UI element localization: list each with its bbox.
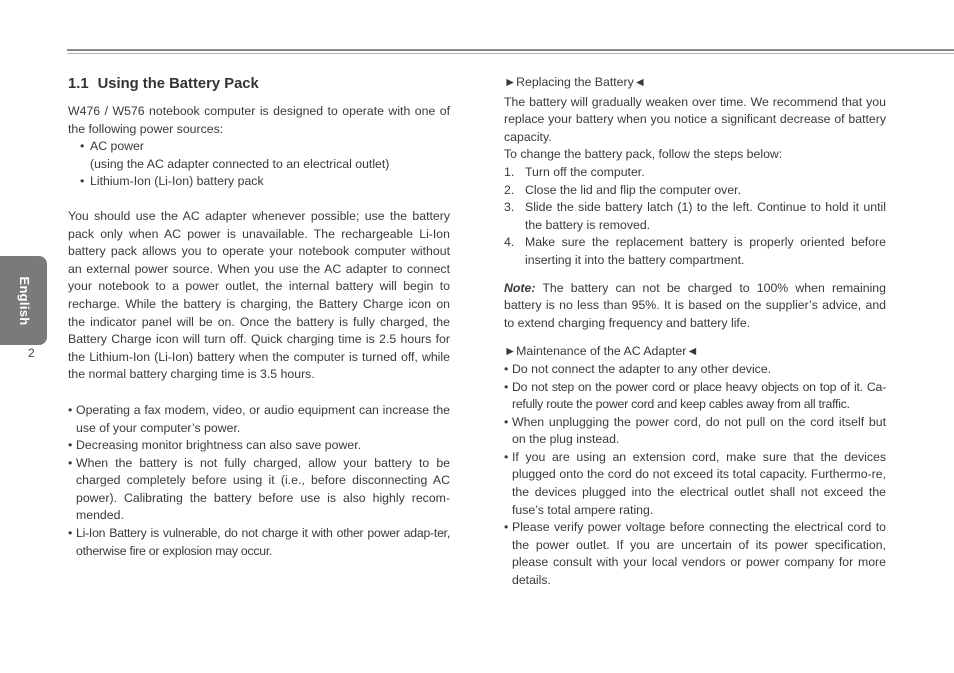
- right-column: [504, 74, 886, 590]
- list-item: • Do not connect the adapter to any other device.: [504, 361, 886, 379]
- language-tab-label: English: [16, 275, 32, 326]
- ac-adapter-paragraph: You should use the AC adapter whenever possible; use the battery pack only when AC power is unavailable. The rechargeable Li-Ion battery pack allows you to operate your notebook computer without an external power source. When you use the AC adapter to connect your notebook to a power outlet, the internal battery will begin to recharge. While the battery is charging, the Battery Charge icon on the indicator panel will be on. Once the battery is fully charged, the Battery Charge icon will turn off. Quick charging time is 2.5 hours for the Lithium-Ion (Li-Ion) battery when the computer is turned off, while the normal battery charging time is 3.5 hours.: [68, 208, 450, 382]
- page-number: 2: [28, 346, 35, 360]
- header-rule-thin: [67, 53, 954, 54]
- list-item: [504, 234, 886, 269]
- left-column: [68, 74, 450, 560]
- list-item: • Please verify power voltage before connecting the electrical cord to the power outlet. If you are uncertain of its power specification, please consult with your local vendors or power company for more details.: [504, 519, 886, 589]
- step-number: 1.: [504, 164, 515, 179]
- intro-paragraph: W476 / W576 notebook computer is designed to operate with one of the following power sources:: [68, 104, 450, 136]
- list-item: • When unplugging the power cord, do not pull on the cord itself but on the plug instead.: [504, 414, 886, 449]
- list-item: • When the battery is not fully charged, allow your battery to be charged completely before using it (i.e., before disconnecting AC power). Calibrating the battery before use is also highly recom-mended.: [68, 455, 450, 525]
- step-text: Make sure the replacement battery is properly oriented before inserting it into the battery compartment.: [525, 235, 886, 267]
- list-item: [80, 138, 450, 173]
- note-label: Note:: [504, 280, 536, 295]
- list-item: • Do not step on the power cord or place heavy objects on top of it. Ca-refully route the power cord and keep cables away from all traffic.: [504, 379, 886, 414]
- list-item: [80, 173, 450, 191]
- step-text: Turn off the computer.: [525, 164, 645, 179]
- section-title: Using the Battery Pack: [97, 76, 259, 92]
- header-rule-thick: [67, 49, 954, 51]
- list-item: • Decreasing monitor brightness can also save power.: [68, 437, 450, 455]
- section-heading: [68, 74, 450, 94]
- source-detail: (using the AC adapter connected to an electrical outlet): [90, 156, 390, 171]
- step-text: Close the lid and flip the computer over.: [525, 182, 741, 197]
- note-text: The battery can not be charged to 100% when remaining battery is no less than 95%. It is based on the supplier’s advice, and to extend charging frequency and battery life.: [504, 280, 886, 330]
- power-sources-list: [68, 138, 450, 191]
- list-item: [504, 182, 886, 200]
- maintenance-list: [504, 361, 886, 590]
- list-item: [504, 199, 886, 234]
- list-item: • If you are using an extension cord, make sure that the devices plugged onto the cord do not exceed its total capacity. Furthermo-re, the devices plugged into the electrical outlet shall not exceed the fuse’s total ampere rating.: [504, 449, 886, 519]
- power-tips-list: [68, 402, 450, 560]
- step-number: 3.: [504, 200, 515, 215]
- maintenance-heading: ►Maintenance of the AC Adapter◄: [504, 344, 699, 359]
- steps-intro: To change the battery pack, follow the steps below:: [504, 147, 783, 162]
- language-tab[interactable]: [0, 256, 47, 345]
- step-number: 4.: [504, 235, 515, 250]
- replacing-heading: ►Replacing the Battery◄: [504, 75, 646, 89]
- replacing-intro: The battery will gradually weaken over time. We recommend that you replace your battery when you notice a significant decrease of battery capacity.: [504, 94, 886, 144]
- list-item: • Operating a fax modem, video, or audio equipment can increase the use of your computer’s power.: [68, 402, 450, 437]
- section-number: 1.1: [68, 76, 89, 92]
- source-label: Lithium-Ion (Li-Ion) battery pack: [90, 174, 264, 189]
- source-label: • AC power: [90, 139, 144, 154]
- replacement-steps-list: [504, 164, 886, 270]
- step-number: 2.: [504, 182, 515, 197]
- note-paragraph: [504, 280, 886, 333]
- list-item: [504, 164, 886, 182]
- step-text: Slide the side battery latch (1) to the left. Continue to hold it until the battery is removed.: [525, 200, 886, 232]
- list-item: • Li-Ion Battery is vulnerable, do not charge it with other power adap-ter, otherwise fire or explosion may occur.: [68, 525, 450, 560]
